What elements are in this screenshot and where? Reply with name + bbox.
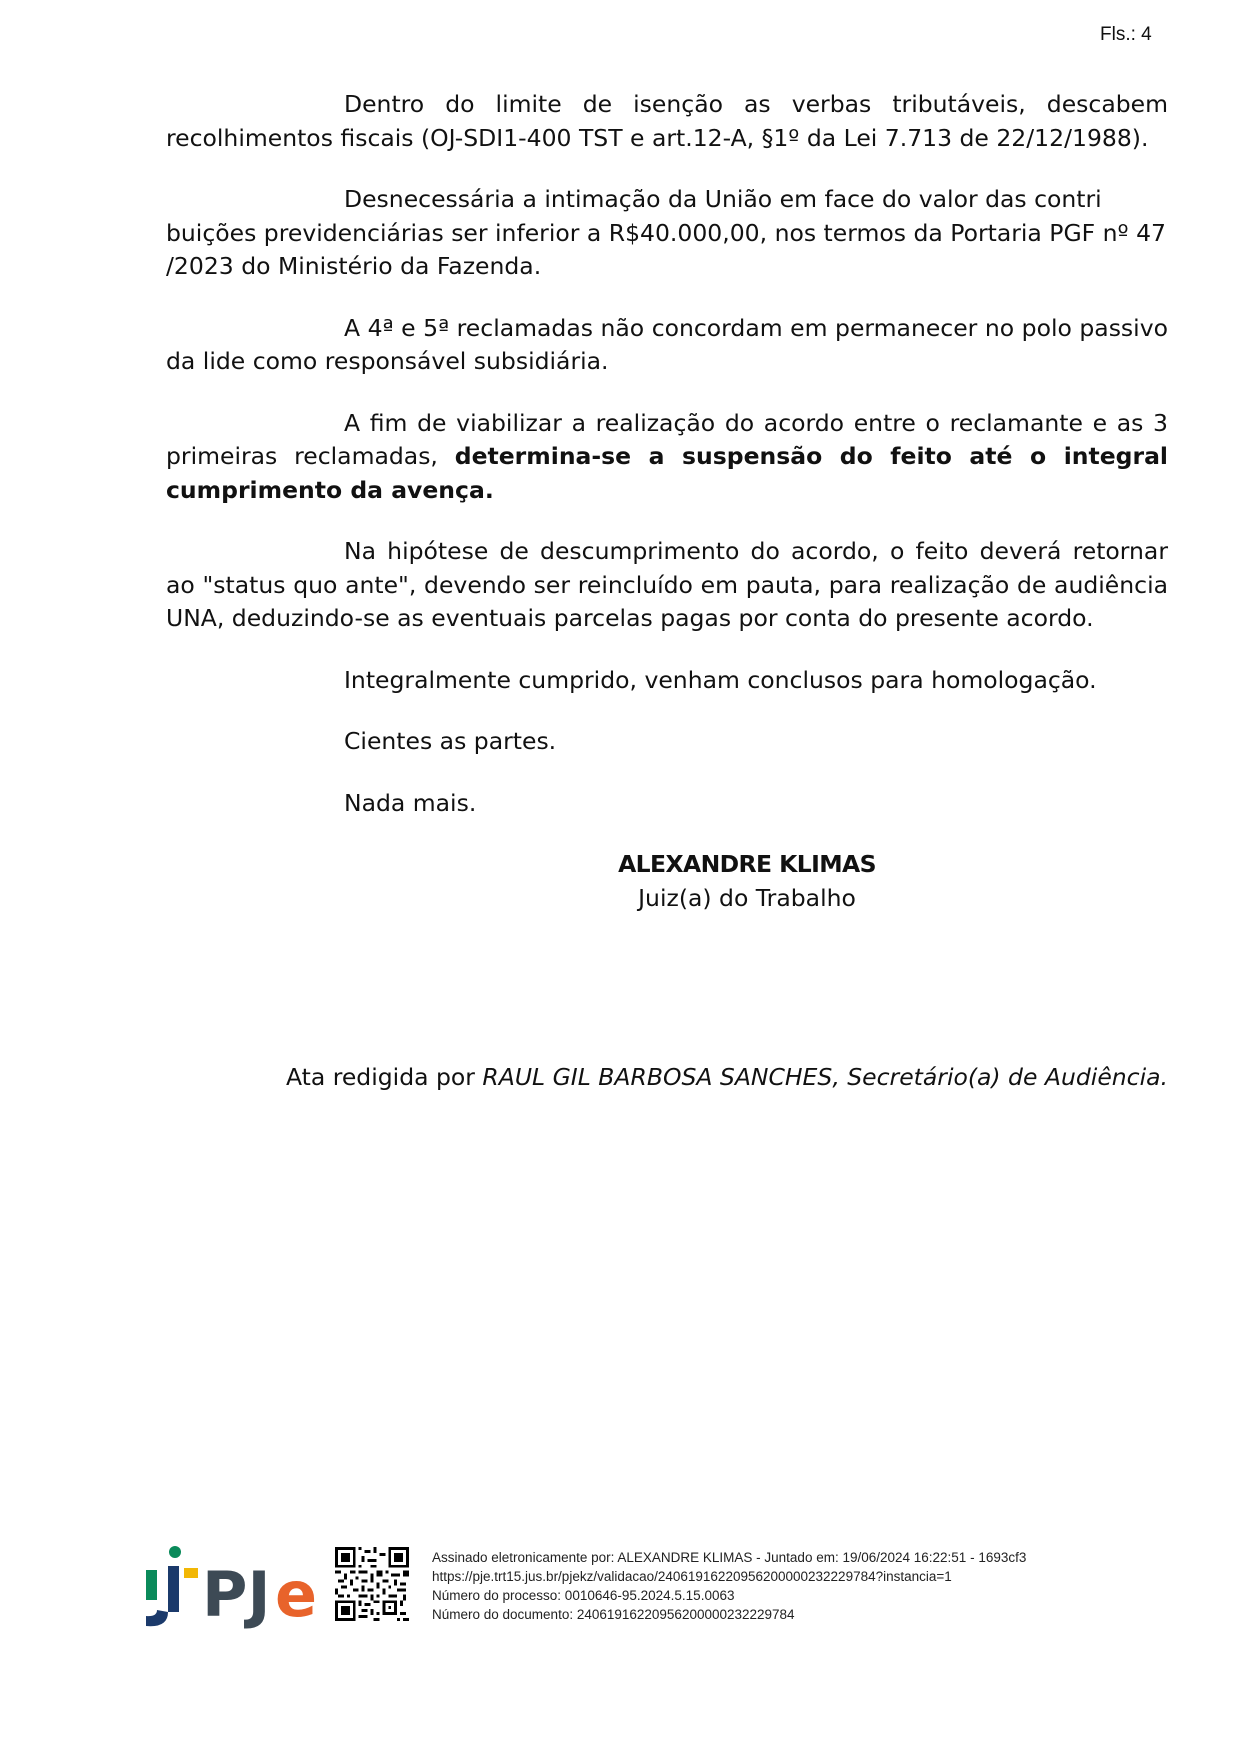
electronic-signature-stamp [432, 1548, 1026, 1624]
ata-prefix: Ata redigida por [285, 1063, 483, 1091]
stamp-process-number: Número do processo: 0010646-95.2024.5.15.0063 [432, 1588, 735, 1603]
paragraph-fiscal: Dentro do limite de isenção as verbas tributáveis, descabem recolhimentos fiscais (OJ-SDI1-400 TST e art.12-A, §1º da Lei 7.713 de 22/12/1988). [166, 90, 1168, 152]
qr-code-icon [335, 1547, 409, 1621]
document-body [166, 88, 1168, 915]
paragraph-cientes: Cientes as partes. [344, 727, 557, 755]
stamp-signed-by: Assinado eletronicamente por: ALEXANDRE KLIMAS - Juntado em: 19/06/2024 16:22:51 - 1693cf3 [432, 1550, 1027, 1565]
stamp-document-number: Número do documento: 24061916220956200000232229784 [432, 1607, 795, 1622]
signature-block [326, 848, 1168, 915]
paragraph-descumprimento: Na hipótese de descumprimento do acordo, o feito deverá retornar ao "status quo ante", devendo ser reincluído em pauta, para realização de audiência UNA, deduzindo-se as eventuais parcelas pagas por conta do presente acordo. [166, 537, 1168, 632]
paragraph-uniao-line-2: buições previdenciárias ser inferior a R$40.000,00, nos termos da Portaria PGF nº 47 [166, 218, 1167, 247]
logo-e-text: e [275, 1558, 318, 1630]
paragraph-uniao-line-1: Desnecessária a intimação da União em face do valor das contri [344, 185, 1102, 213]
pje-logo [142, 1544, 322, 1630]
paragraph-reclamadas: A 4ª e 5ª reclamadas não concordam em permanecer no polo passivo da lide como responsável subsidiária. [166, 313, 1168, 375]
logo-pj-text: PJ [202, 1558, 271, 1630]
page-folio: Fls.: 4 [1100, 24, 1152, 45]
paragraph-uniao [166, 183, 1168, 284]
paragraph-uniao-line-3: /2023 do Ministério da Fazenda. [166, 252, 542, 280]
ata-author: RAUL GIL BARBOSA SANCHES, Secretário(a) de Audiência. [482, 1063, 1168, 1091]
paragraph-cumprido: Integralmente cumprido, venham conclusos para homologação. [344, 665, 1097, 694]
paragraph-nada-mais: Nada mais. [344, 788, 477, 817]
stamp-validation-url[interactable]: https://pje.trt15.jus.br/pjekz/validacao/24061916220956200000232229784?instancia=1 [432, 1569, 952, 1584]
judge-role: Juiz(a) do Trabalho [638, 883, 856, 912]
judge-name: ALEXANDRE KLIMAS [618, 850, 876, 878]
signature-footer [142, 1542, 1102, 1632]
paragraph-suspensao-text: A fim de viabilizar a realização do acordo entre o reclamante e as 3 primeiras reclamadas, [166, 408, 1168, 470]
paragraph-suspensao [166, 407, 1168, 508]
ata-credit [286, 1063, 1168, 1091]
paragraph-suspensao-bold: determina-se a suspensão do feito até o integral cumprimento da avença. [166, 442, 1168, 504]
